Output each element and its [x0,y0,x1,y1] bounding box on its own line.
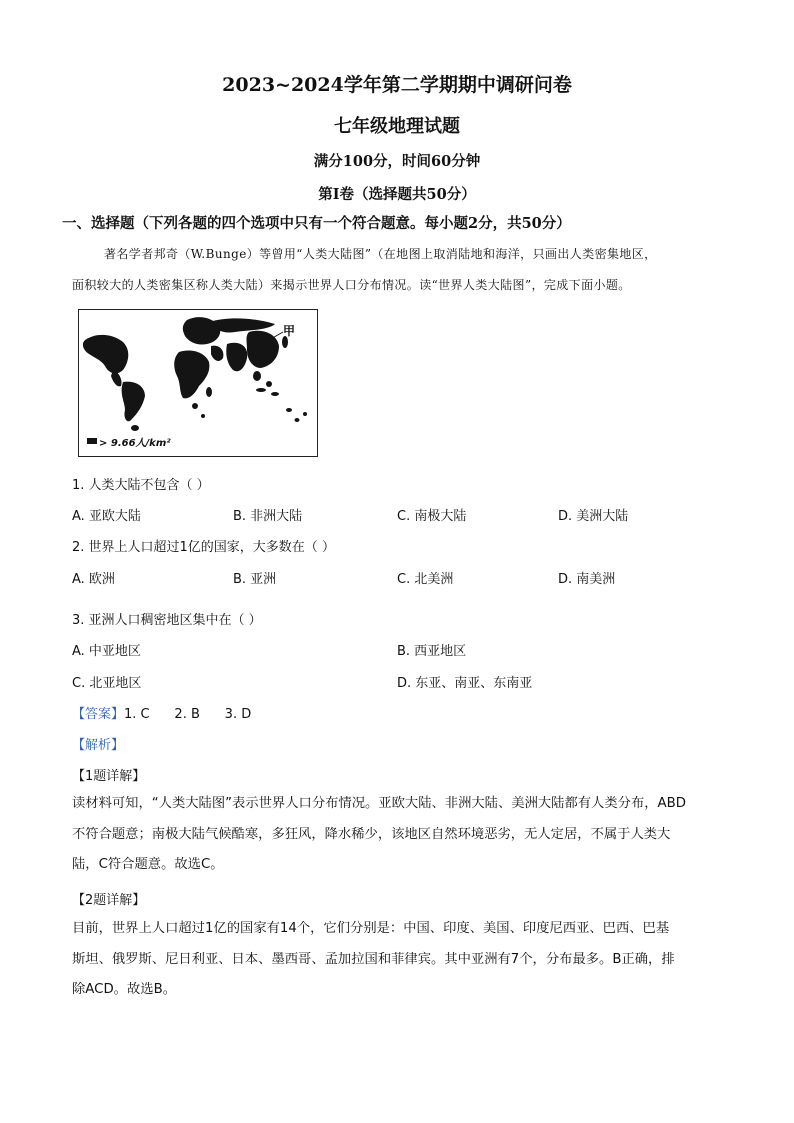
q2-detail-line-3: 除ACD。故选B。 [72,982,176,997]
analysis-tag: 【解析】 [72,738,125,753]
central-america-mass [111,370,122,386]
south-asia-mass [226,343,247,371]
south-america-mass [122,382,145,422]
q2-detail-text [72,914,675,1006]
question-2-option-d: D. 南美洲 [558,572,616,587]
middle-east-mass [211,346,223,361]
question-1-stem: 1. 人类大陆不包含（ ） [72,478,210,493]
q1-detail-text [72,789,686,881]
map-legend: > 9.66人/km² [99,438,171,449]
question-2-option-a: A. 欧洲 [72,572,115,587]
intro-line-1: 著名学者邦奇（W.Bunge）等曾用“人类大陆图”（在地图上取消陆地和海洋，只画出人类密集地区， [104,247,657,261]
exam-meta: 满分100分，时间60分钟 [313,153,481,170]
question-1-option-b: B. 非洲大陆 [233,509,303,524]
q2-detail-line-1: 目前，世界上人口超过1亿的国家有14个，它们分别是：中国、印度、美国、印度尼西亚、巴西、巴基 [72,921,670,936]
question-2-option-b: B. 亚洲 [233,572,277,587]
q1-detail-line-2: 不符合题意；南极大陆气候酷寒，多狂风，降水稀少，该地区自然环境恶劣，无人定居，不属于人类大 [72,826,671,842]
question-2-stem: 2. 世界上人口超过1亿的国家，大多数在（ ） [72,540,335,555]
intro-line-2: 面积较大的人类密集区称人类大陆）来揭示世界人口分布情况。读“世界人类大陆图”，完成下面小题。 [72,278,631,292]
question-2-option-c: C. 北美洲 [397,572,454,587]
question-1-option-c: C. 南极大陆 [397,509,467,524]
question-3-option-c: C. 北亚地区 [72,676,142,691]
legend-swatch [87,438,97,444]
q2-detail-line-2: 斯坦、俄罗斯、尼日利亚、日本、墨西哥、孟加拉国和菲律宾。其中亚洲有7个，分布最多。B正确，排 [72,951,675,967]
question-1-option-a: A. 亚欧大陆 [72,509,141,524]
north-america-mass [83,335,128,374]
population-dense-areas [83,317,307,444]
question-3-stem: 3. 亚洲人口稠密地区集中在（ ） [72,613,262,628]
human-continent-map [78,309,318,457]
question-1-option-d: D. 美洲大陆 [558,509,629,524]
page-title: 2023~2024学年第二学期期中调研问卷 [222,74,572,96]
question-3-option-d: D. 东亚、南亚、东南亚 [397,676,533,691]
q2-detail-tag: 【2题详解】 [72,893,146,908]
section-heading: 一、选择题（下列各题的四个选项中只有一个符合题意。每小题2分，共50分） [62,215,571,232]
question-3-option-a: A. 中亚地区 [72,644,141,659]
q1-detail-line-1: 读材料可知，“人类大陆图”表示世界人口分布情况。亚欧大陆、非洲大陆、美洲大陆都有人类分布，ABD [72,796,686,811]
answer-text: 1. C 2. B 3. D [124,707,252,722]
question-3-option-b: B. 西亚地区 [397,644,467,659]
q1-detail-tag: 【1题详解】 [72,769,146,784]
answer-row [72,703,251,722]
answer-tag: 【答案】 [72,707,125,722]
page-subtitle: 七年级地理试题 [334,116,460,137]
map-label-jia: 甲 [283,324,296,338]
east-asia-mass [247,331,280,368]
volume-title: 第Ⅰ卷（选择题共50分） [318,186,476,203]
africa-mass [174,350,209,398]
q1-detail-line-3: 陆，C符合题意。故选C。 [72,857,224,872]
